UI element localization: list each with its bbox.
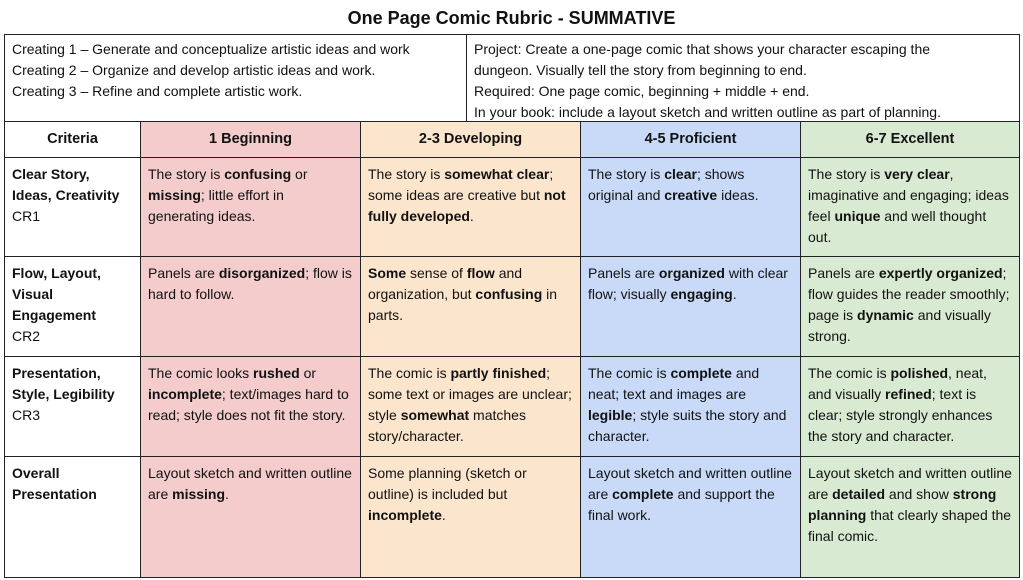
descriptor-text: Layout sketch and written outline are xyxy=(588,465,792,502)
descriptor-keyword: disorganized xyxy=(218,265,306,281)
table-row xyxy=(5,158,1020,257)
descriptor-keyword: polished xyxy=(890,365,949,381)
standard-1: Creating 1 – Generate and conceptualize artistic ideas and work xyxy=(12,41,410,57)
descriptor-keyword: missing xyxy=(148,187,201,203)
criteria-name: Flow, Layout, Visual Engagement xyxy=(12,265,101,323)
descriptor-text: that clearly shaped the final comic. xyxy=(808,507,1012,544)
descriptor-cell-beginning xyxy=(141,357,361,457)
descriptor-text: , imaginative and engaging; ideas feel xyxy=(808,166,1009,224)
header-proficient: 4-5 Proficient xyxy=(581,122,801,158)
criteria-cell xyxy=(5,158,141,257)
project-line-3: Required: One page comic, beginning + middle + end. xyxy=(474,83,810,99)
project-line-1: Project: Create a one-page comic that shows your character escaping the xyxy=(474,41,931,57)
descriptor-keyword: creative xyxy=(664,187,718,203)
descriptor-keyword: very clear xyxy=(884,166,950,182)
criteria-cell xyxy=(5,457,141,578)
descriptor-text: The story is xyxy=(148,166,225,182)
descriptor-text: ; little effort in generating ideas. xyxy=(148,187,284,224)
criteria-name: Presentation, Style, Legibility xyxy=(12,365,115,402)
descriptor-keyword: confusing xyxy=(224,166,292,182)
descriptor-text: ; text/images hard to read; style does not fit the story. xyxy=(148,386,349,423)
criteria-code: CR2 xyxy=(12,328,41,344)
descriptor-text: ; some text or images are unclear; style xyxy=(368,365,572,423)
descriptor-cell-proficient xyxy=(581,257,801,357)
descriptor-text: The comic is xyxy=(588,365,671,381)
descriptor-text: ; shows original and xyxy=(588,166,745,203)
descriptor-text: and support the final work. xyxy=(588,486,775,523)
standards-cell xyxy=(5,35,467,128)
descriptor-text: and show xyxy=(885,486,953,502)
descriptor-text: . xyxy=(732,286,737,302)
rubric-body xyxy=(5,158,1020,578)
descriptor-cell-excellent xyxy=(801,257,1020,357)
table-row xyxy=(5,357,1020,457)
descriptor-text: The story is xyxy=(588,166,665,182)
descriptor-text: or xyxy=(291,166,308,182)
descriptor-text: . xyxy=(225,486,229,502)
descriptor-keyword: clear xyxy=(664,166,697,182)
descriptor-text: and organization, but xyxy=(368,265,523,302)
descriptor-text: The comic is xyxy=(808,365,891,381)
descriptor-keyword: complete xyxy=(612,486,674,502)
descriptor-keyword: missing xyxy=(172,486,226,502)
descriptor-cell-developing xyxy=(361,457,581,578)
table-row xyxy=(5,457,1020,578)
descriptor-keyword: somewhat clear xyxy=(444,166,550,182)
project-cell xyxy=(467,35,1020,128)
descriptor-text: with clear flow; visually xyxy=(588,265,788,302)
descriptor-text: The story is xyxy=(808,166,885,182)
criteria-name: Overall Presentation xyxy=(12,465,97,502)
descriptor-cell-beginning xyxy=(141,158,361,257)
header-criteria: Criteria xyxy=(5,122,141,158)
criteria-code: CR1 xyxy=(12,208,41,224)
descriptor-text: . xyxy=(469,208,474,224)
descriptor-text: The comic is xyxy=(368,365,451,381)
descriptor-keyword: confusing xyxy=(475,286,543,302)
header-developing: 2-3 Developing xyxy=(361,122,581,158)
project-line-2: dungeon. Visually tell the story from beginning to end. xyxy=(474,62,807,78)
rubric-table xyxy=(4,121,1020,578)
descriptor-keyword: strong planning xyxy=(808,486,997,523)
descriptor-text: Panels are xyxy=(588,265,659,281)
descriptor-text: ; flow guides the reader smoothly; page is xyxy=(808,265,1010,323)
descriptor-keyword: incomplete xyxy=(368,507,442,523)
descriptor-cell-proficient xyxy=(581,158,801,257)
header-excellent: 6-7 Excellent xyxy=(801,122,1020,158)
descriptor-keyword: legible xyxy=(588,407,633,423)
descriptor-cell-excellent xyxy=(801,457,1020,578)
criteria-code: CR3 xyxy=(12,407,41,423)
descriptor-text: The comic looks xyxy=(148,365,254,381)
descriptor-keyword: detailed xyxy=(832,486,886,502)
descriptor-text: . xyxy=(441,507,446,523)
standard-3: Creating 3 – Refine and complete artistic work. xyxy=(12,83,303,99)
descriptor-keyword: rushed xyxy=(253,365,300,381)
descriptor-keyword: incomplete xyxy=(148,386,222,402)
descriptor-cell-excellent xyxy=(801,357,1020,457)
descriptor-text: or xyxy=(299,365,317,381)
descriptor-text: Panels are xyxy=(148,265,219,281)
descriptor-keyword: refined xyxy=(885,386,932,402)
descriptor-text: and well thought out. xyxy=(808,208,987,245)
descriptor-text: ideas. xyxy=(717,187,759,203)
descriptor-cell-developing xyxy=(361,257,581,357)
descriptor-text: , neat, and visually xyxy=(808,365,987,402)
descriptor-keyword: unique xyxy=(834,208,881,224)
descriptor-cell-developing xyxy=(361,357,581,457)
descriptor-keyword: Some xyxy=(368,265,407,281)
descriptor-cell-excellent xyxy=(801,158,1020,257)
descriptor-keyword: partly finished xyxy=(450,365,547,381)
table-row xyxy=(5,257,1020,357)
standard-2: Creating 2 – Organize and develop artistic ideas and work. xyxy=(12,62,376,78)
descriptor-text: Panels are xyxy=(808,265,879,281)
criteria-name: Clear Story, Ideas, Creativity xyxy=(12,166,120,203)
header-beginning: 1 Beginning xyxy=(141,122,361,158)
descriptor-text: Layout sketch and written outline are xyxy=(808,465,1012,502)
info-table xyxy=(4,34,1020,128)
header-row xyxy=(5,122,1020,158)
criteria-cell xyxy=(5,257,141,357)
descriptor-keyword: expertly organized xyxy=(878,265,1003,281)
descriptor-cell-proficient xyxy=(581,457,801,578)
descriptor-cell-beginning xyxy=(141,457,361,578)
descriptor-keyword: flow xyxy=(466,265,495,281)
descriptor-cell-proficient xyxy=(581,357,801,457)
criteria-cell xyxy=(5,357,141,457)
descriptor-text: ; style suits the story and character. xyxy=(588,407,787,444)
descriptor-keyword: not fully developed xyxy=(368,187,566,224)
descriptor-text: ; flow is hard to follow. xyxy=(148,265,352,302)
project-line-4: In your book: include a layout sketch and written outline as part of planning. xyxy=(474,104,941,120)
descriptor-text: in parts. xyxy=(368,286,558,323)
descriptor-text: Some planning (sketch or outline) is included but xyxy=(368,465,527,502)
descriptor-text: sense of xyxy=(406,265,467,281)
descriptor-cell-developing xyxy=(361,158,581,257)
descriptor-text: ; text is clear; style strongly enhances the story and character. xyxy=(808,386,993,444)
descriptor-text: The story is xyxy=(368,166,445,182)
descriptor-keyword: dynamic xyxy=(857,307,914,323)
descriptor-text: ; some ideas are creative but xyxy=(368,166,554,203)
descriptor-text: and neat; text and images are xyxy=(588,365,760,402)
descriptor-keyword: engaging xyxy=(670,286,733,302)
descriptor-keyword: organized xyxy=(658,265,725,281)
descriptor-text: matches story/character. xyxy=(368,407,526,444)
page-title: One Page Comic Rubric - SUMMATIVE xyxy=(347,8,676,28)
descriptor-keyword: somewhat xyxy=(400,407,470,423)
descriptor-cell-beginning xyxy=(141,257,361,357)
descriptor-text: and visually strong. xyxy=(808,307,991,344)
descriptor-keyword: complete xyxy=(670,365,732,381)
descriptor-text: Layout sketch and written outline are xyxy=(148,465,352,502)
